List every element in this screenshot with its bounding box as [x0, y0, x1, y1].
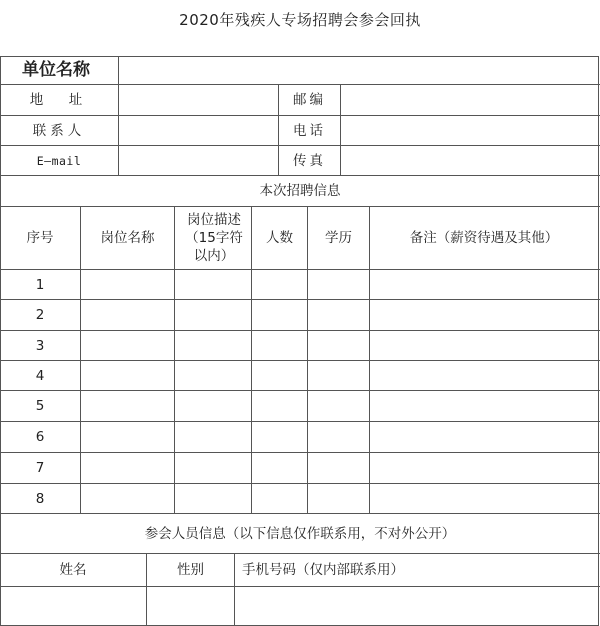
header-gender: 性别: [177, 562, 204, 578]
attendee-name-field[interactable]: [1, 587, 146, 625]
row-number: 6: [35, 429, 45, 445]
row-number: 2: [35, 307, 45, 323]
header-description: 岗位描述（15字符以内）: [185, 212, 243, 264]
row-number: 8: [35, 490, 45, 507]
header-mobile: 手机号码（仅内部联系用）: [242, 562, 404, 578]
row-number: 1: [35, 276, 45, 293]
page-title: 2020年残疾人专场招聘会参会回执: [179, 11, 421, 29]
postcode-field[interactable]: [341, 85, 598, 115]
row-number: 7: [35, 460, 45, 476]
phone-field[interactable]: [341, 116, 598, 145]
postcode-label: 邮编: [293, 92, 326, 108]
header-seq: 序号: [26, 230, 54, 246]
email-label: E—mail: [36, 153, 82, 168]
attendee-section-title: 参会人员信息（以下信息仅作联系用，不对外公开）: [144, 525, 456, 542]
contact-label: 联系人: [32, 122, 86, 139]
row-number: 5: [35, 398, 45, 414]
unit-name-label: 单位名称: [22, 60, 90, 80]
header-education: 学历: [325, 230, 352, 246]
header-remarks: 备注（薪资待遇及其他）: [409, 230, 559, 246]
reply-form: [0, 56, 600, 626]
row-number: 4: [35, 367, 45, 384]
recruitment-section-title: 本次招聘信息: [259, 183, 341, 199]
fax-field[interactable]: [341, 146, 598, 175]
unit-name-field[interactable]: [119, 57, 598, 84]
row-number: 3: [35, 337, 45, 354]
email-field[interactable]: [119, 146, 278, 175]
phone-label: 电话: [293, 122, 326, 139]
fax-label: 传真: [293, 152, 326, 169]
address-label: 地 址: [29, 92, 89, 108]
recruitment-rows-input[interactable]: [81, 270, 598, 513]
address-field[interactable]: [119, 85, 278, 115]
header-position: 岗位名称: [100, 230, 155, 246]
contact-field[interactable]: [119, 116, 278, 145]
header-count: 人数: [266, 230, 293, 246]
header-name: 姓名: [59, 562, 87, 578]
attendee-mobile-field[interactable]: [235, 587, 598, 625]
attendee-gender-field[interactable]: [147, 587, 234, 625]
